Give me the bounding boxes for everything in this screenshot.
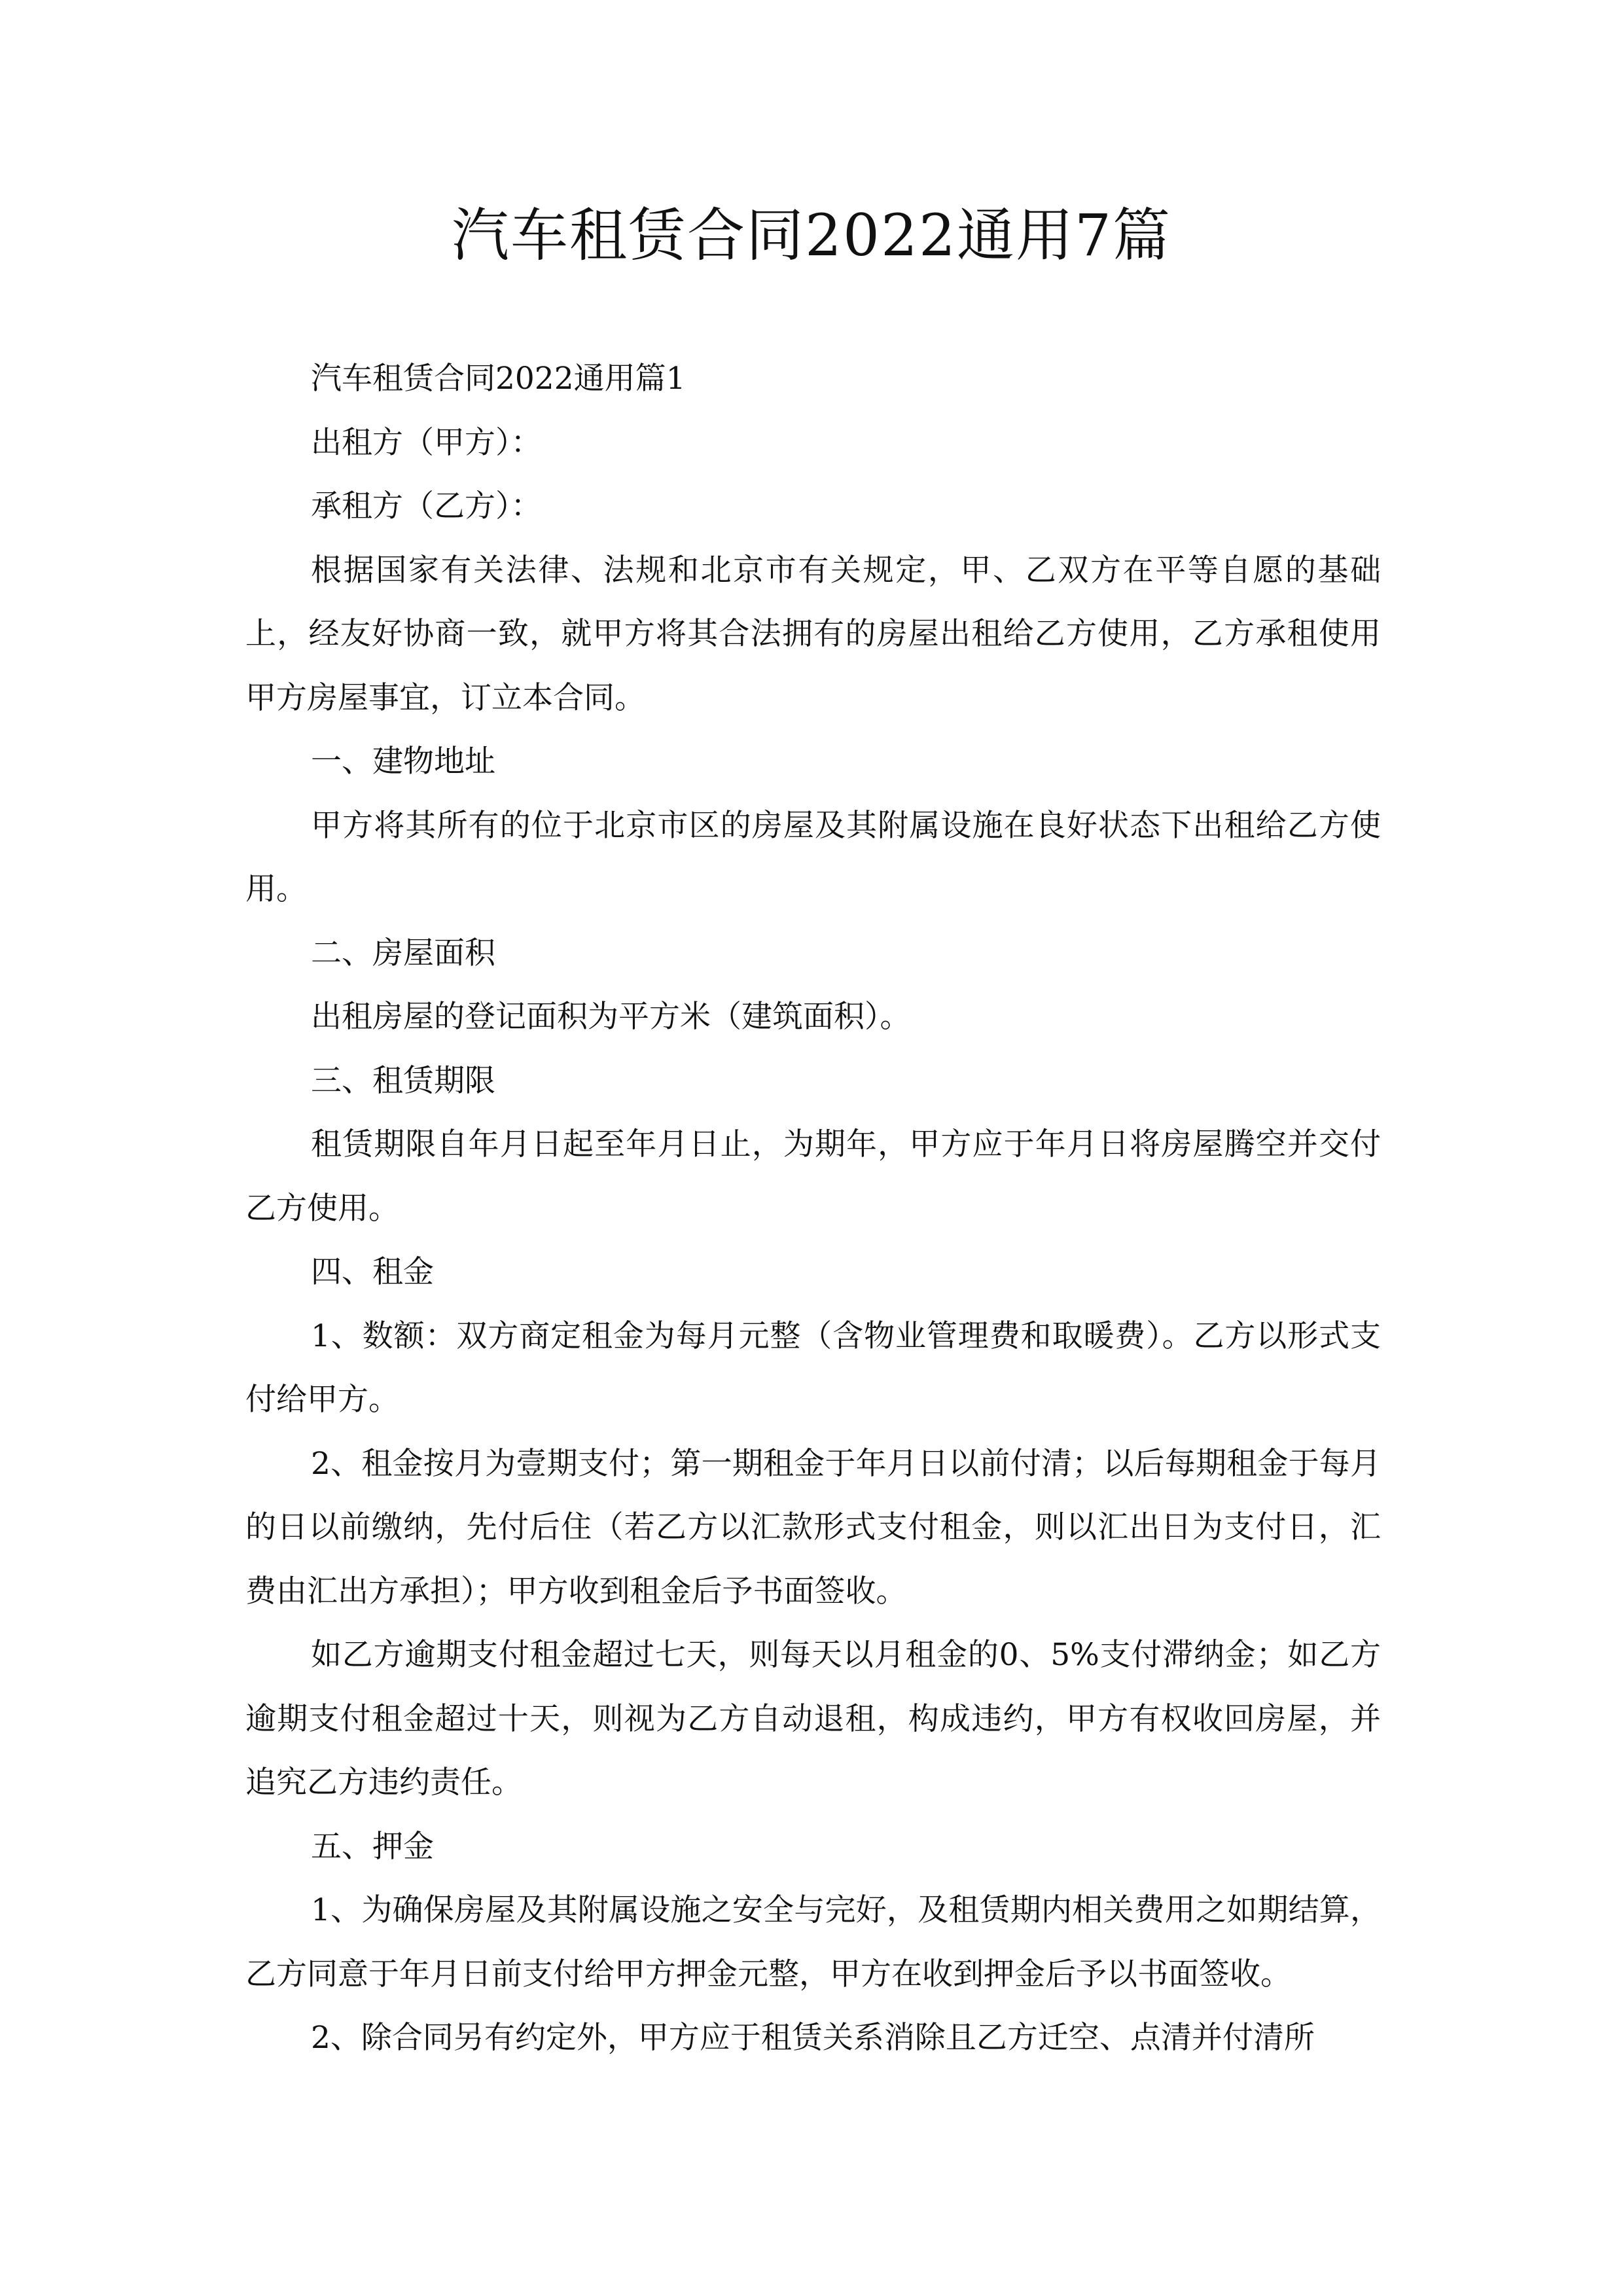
clause-paragraph: 2、租金按月为壹期支付；第一期租金于年月日以前付清；以后每期租金于每月的日以前缴纳，先付后住（若乙方以汇款形式支付租金，则以汇出日为支付日，汇费由汇出方承担）；甲方收到租金后予书面签收。 (245, 1445, 1381, 1609)
clause-heading-area: 二、房屋面积 (311, 935, 495, 971)
preamble-paragraph: 根据国家有关法律、法规和北京市有关规定，甲、乙双方在平等自愿的基础上，经友好协商一致，就甲方将其合法拥有的房屋出租给乙方使用，乙方承租使用甲方房屋事宜，订立本合同。 (245, 552, 1381, 716)
lessor-line: 出租方（甲方）： (311, 424, 542, 461)
document-title: 汽车租赁合同2022通用7篇 (452, 202, 1171, 269)
clause-paragraph: 1、数额：双方商定租金为每月元整（含物业管理费和取暖费）。乙方以形式支付给甲方。 (245, 1318, 1381, 1418)
clause-heading-deposit: 五、押金 (311, 1828, 434, 1865)
clause-paragraph: 2、除合同另有约定外，甲方应于租赁关系消除且乙方迁空、点清并付清所 (311, 2020, 1315, 2056)
clause-paragraph: 甲方将其所有的位于北京市区的房屋及其附属设施在良好状态下出租给乙方使用。 (245, 807, 1381, 907)
clause-paragraph: 出租房屋的登记面积为平方米（建筑面积）。 (311, 999, 911, 1035)
lessee-line: 承租方（乙方）： (311, 488, 542, 524)
clause-heading-address: 一、建物地址 (311, 744, 495, 780)
clause-paragraph: 1、为确保房屋及其附属设施之安全与完好，及租赁期内相关费用之如期结算，乙方同意于年月日前支付给甲方押金元整，甲方在收到押金后予以书面签收。 (245, 1892, 1381, 1992)
clause-paragraph: 如乙方逾期支付租金超过七天，则每天以月租金的0、5%支付滞纳金；如乙方逾期支付租金超过十天，则视为乙方自动退租，构成违约，甲方有权收回房屋，并追究乙方违约责任。 (245, 1637, 1381, 1801)
clause-paragraph: 租赁期限自年月日起至年月日止，为期年，甲方应于年月日将房屋腾空并交付乙方使用。 (245, 1126, 1381, 1227)
clause-heading-term: 三、租赁期限 (311, 1062, 495, 1099)
section-heading: 汽车租赁合同2022通用篇1 (311, 361, 686, 397)
document-body (245, 347, 1381, 2070)
clause-heading-rent: 四、租金 (311, 1254, 434, 1290)
